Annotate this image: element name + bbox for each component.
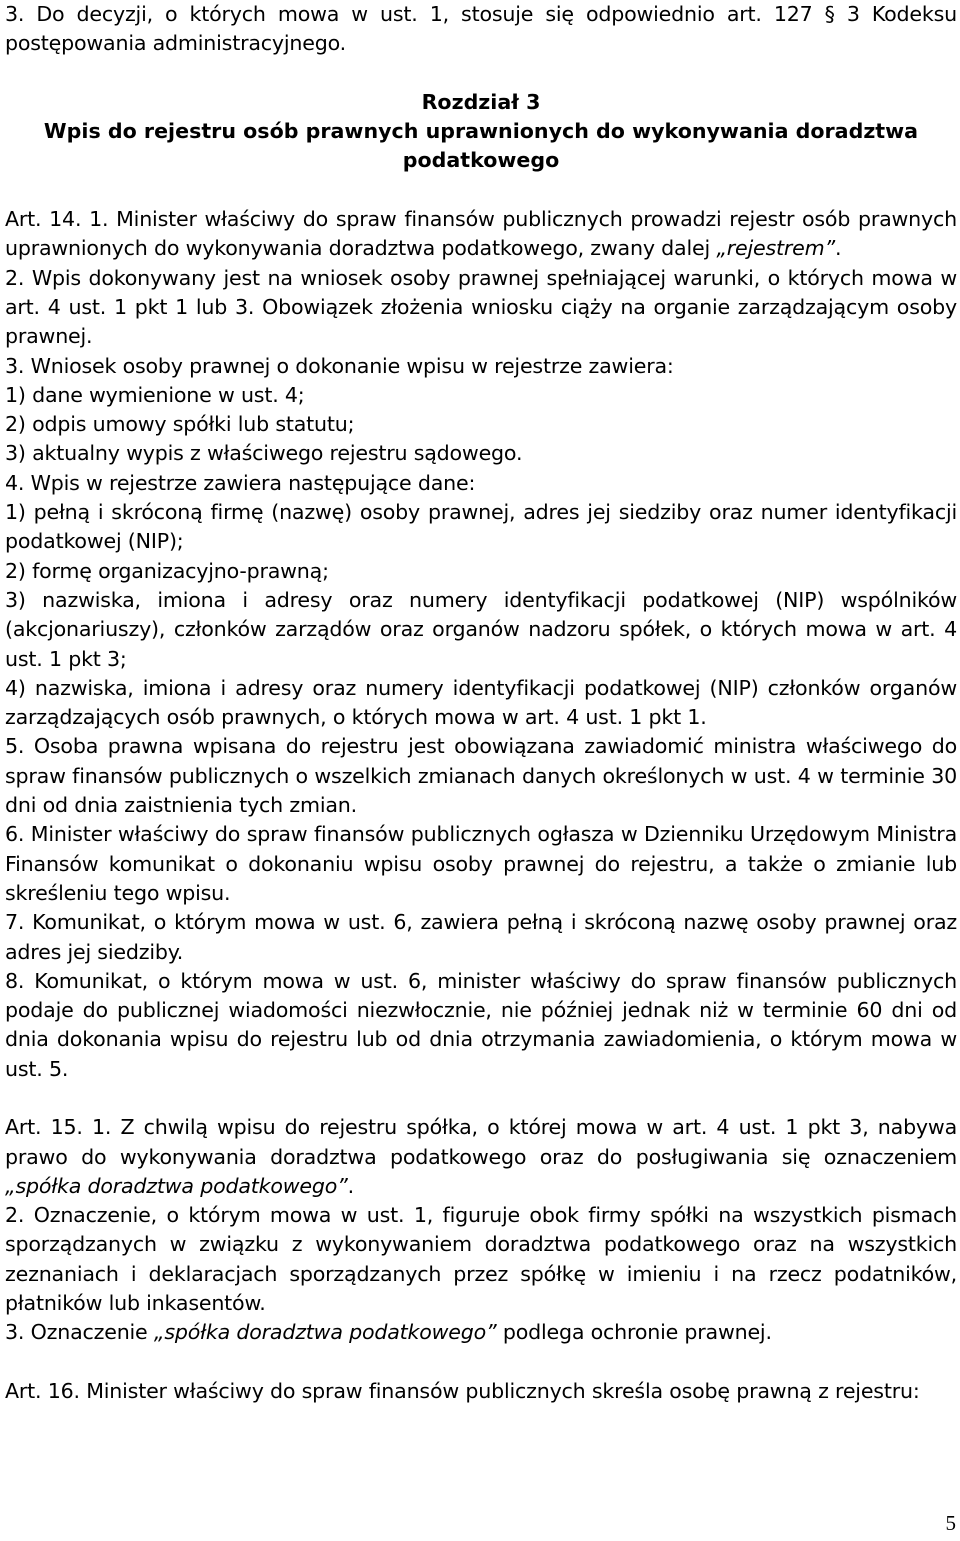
defined-term: „spółka doradztwa podatkowego” [5, 1173, 348, 1198]
art-14-paragraph-8: 8. Komunikat, o którym mowa w ust. 6, minister właściwy do spraw finansów publicznych podaje do publicznej wiadomości niezwłocznie, nie później jednak niż w terminie 60 dni od dnia dokonania wpisu do rejestru lub od dnia otrzymania zawiadomienia, o którym mowa w ust. 5. [5, 968, 957, 1081]
spacer [5, 59, 957, 88]
art-15-paragraph-2: 2. Oznaczenie, o którym mowa w ust. 1, figuruje obok firmy spółki na wszystkich pismach sporządzanych w związku z wykonywaniem doradztwa podatkowego oraz na wszystkich zeznaniach i deklaracjach sporządzanych przez spółkę w imieniu i na rzecz podatników, płatników lub inkasentów. [5, 1203, 957, 1316]
art-14-paragraph-1 [5, 205, 957, 264]
art-14-paragraph-4-item-1: 1) pełną i skróconą firmę (nazwę) osoby prawnej, adres jej siedziby oraz numer identyfikacji podatkowej (NIP); [5, 500, 957, 554]
defined-term: „rejestrem” [716, 236, 835, 261]
intro-paragraph: 3. Do decyzji, o których mowa w ust. 1, stosuje się odpowiednio art. 127 § 3 Kodeksu postępowania administracyjnego. [5, 2, 957, 56]
punctuation: . [834, 236, 842, 261]
chapter-title: Wpis do rejestru osób prawnych uprawnionych do wykonywania doradztwa podatkowego [43, 119, 919, 173]
art-14-paragraph-3: 3. Wniosek osoby prawnej o dokonanie wpisu w rejestrze zawiera: [5, 353, 674, 378]
spacer [5, 1348, 957, 1377]
art-15-paragraph-3-text: 3. Oznaczenie [5, 1320, 154, 1345]
art-14-paragraph-4-item-2: 2) formę organizacyjno-prawną; [5, 558, 329, 583]
art-15-paragraph-3-ending: podlega ochronie prawnej. [496, 1320, 772, 1345]
art-14-paragraph-1-text: Art. 14. 1. Minister właściwy do spraw finansów publicznych prowadzi rejestr osób prawnych uprawnionych do wykonywania doradztwa podatkowego, zwany dalej [5, 207, 957, 261]
art-14-paragraph-5: 5. Osoba prawna wpisana do rejestru jest obowiązana zawiadomić ministra właściwego do spraw finansów publicznych o wszelkich zmianach danych określonych w ust. 4 w terminie 30 dni od dnia zaistnienia tych zmian. [5, 734, 957, 818]
art-14-paragraph-4: 4. Wpis w rejestrze zawiera następujące dane: [5, 470, 476, 495]
art-14-paragraph-4-item-3: 3) nazwiska, imiona i adresy oraz numery identyfikacji podatkowej (NIP) wspólników (akcjonariuszy), członków zarządów oraz organów nadzoru spółek, o których mowa w art. 4 ust. 1 pkt 3; [5, 587, 957, 671]
art-14-paragraph-3-item-1: 1) dane wymienione w ust. 4; [5, 382, 305, 407]
art-14-paragraph-3-item-3: 3) aktualny wypis z właściwego rejestru sądowego. [5, 441, 523, 466]
art-14-paragraph-7: 7. Komunikat, o którym mowa w ust. 6, zawiera pełną i skróconą nazwę osoby prawnej oraz adres jej siedziby. [5, 910, 957, 964]
art-15-paragraph-1-text: Art. 15. 1. Z chwilą wpisu do rejestru spółka, o której mowa w art. 4 ust. 1 pkt 3, nabywa prawo do wykonywania doradztwa podatkowego oraz do posługiwania się oznaczeniem [5, 1115, 957, 1169]
spacer [5, 1084, 957, 1113]
art-14-paragraph-2: 2. Wpis dokonywany jest na wniosek osoby prawnej spełniającej warunki, o których mowa w art. 4 ust. 1 pkt 1 lub 3. Obowiązek złożenia wniosku ciąży na organie zarządzającym osoby prawnej. [5, 265, 957, 349]
spacer [5, 176, 957, 205]
art-14-paragraph-6: 6. Minister właściwy do spraw finansów publicznych ogłasza w Dzienniku Urzędowym Ministra Finansów komunikat o dokonaniu wpisu osoby prawnej do rejestru, a także o zmianie lub skreśleniu tego wpisu. [5, 822, 957, 905]
art-15-paragraph-3 [5, 1318, 957, 1347]
art-16-paragraph-1: Art. 16. Minister właściwy do spraw finansów publicznych skreśla osobę prawną z rejestru: [5, 1378, 920, 1403]
chapter-number: Rozdział 3 [421, 89, 541, 114]
art-14-paragraph-4-item-4: 4) nazwiska, imiona i adresy oraz numery identyfikacji podatkowej (NIP) członków organów zarządzających osób prawnych, o których mowa w art. 4 ust. 1 pkt 1. [5, 675, 957, 730]
document-page [5, 0, 957, 1406]
art-14-paragraph-3-item-2: 2) odpis umowy spółki lub statutu; [5, 412, 355, 437]
art-15-paragraph-1 [5, 1113, 957, 1201]
protected-term: „spółka doradztwa podatkowego” [153, 1320, 497, 1345]
punctuation: . [347, 1173, 354, 1198]
page-number: 5 [945, 1511, 956, 1535]
